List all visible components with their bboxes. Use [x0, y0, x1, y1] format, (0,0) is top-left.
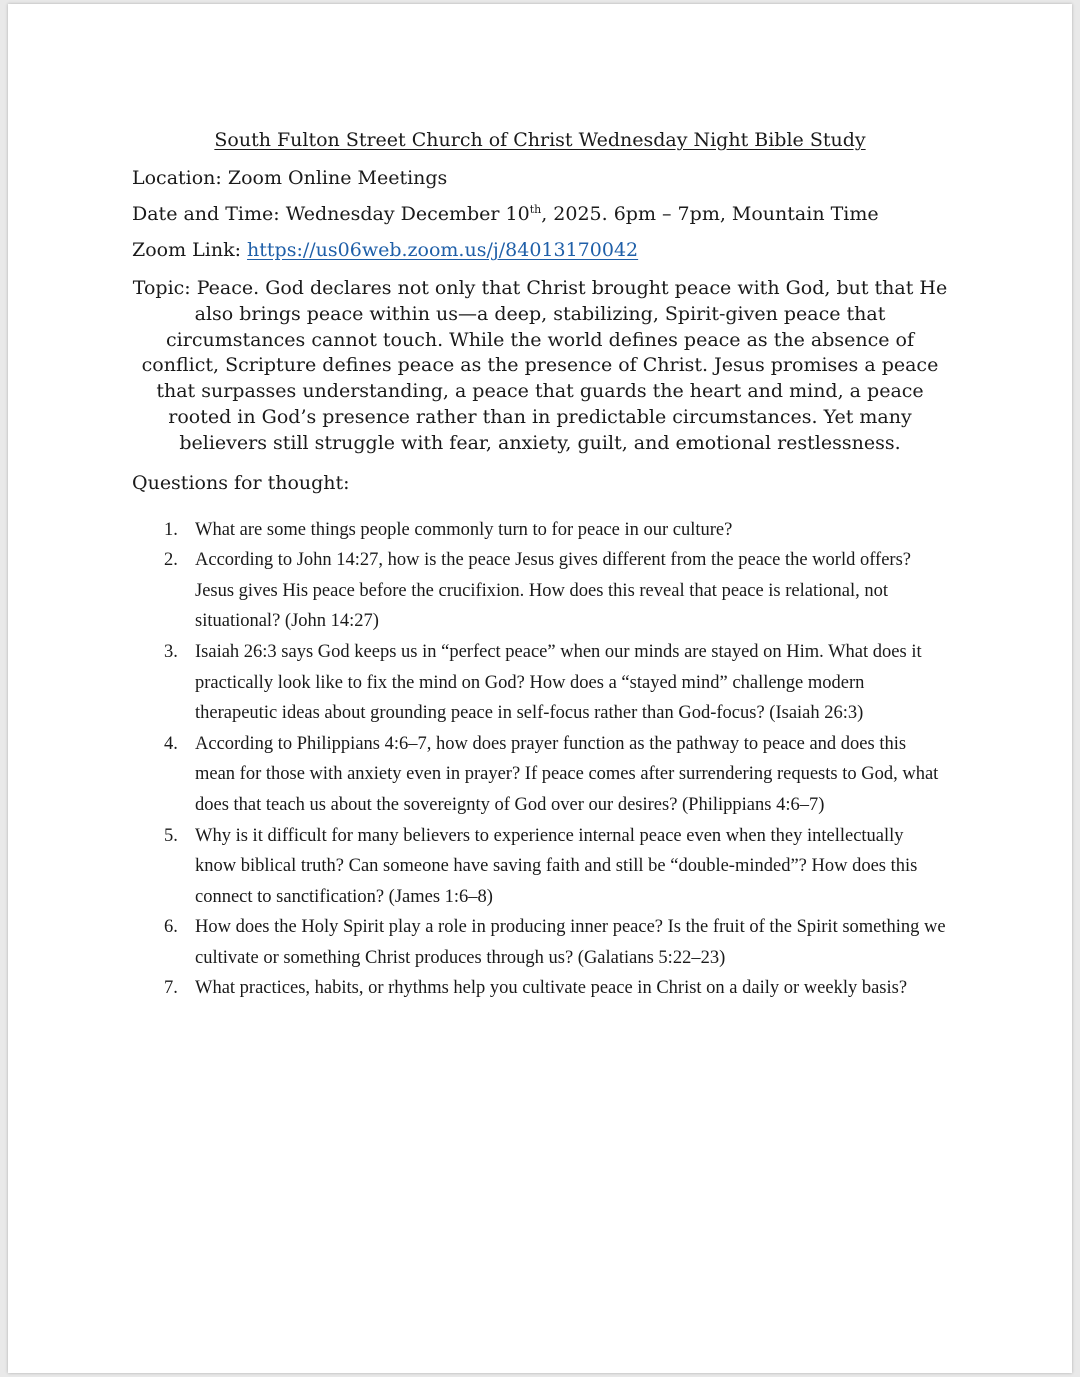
question-item [132, 637, 948, 729]
question-text: Isaiah 26:3 says God keeps us in “perfect peace” when our minds are stayed on Him. What does it practically look like to fix the mind on God? How does a “stayed mind” challenge modern therapeutic ideas about grounding peace in self-focus rather than God-focus? (Isaiah 26:3) [195, 641, 922, 724]
topic-paragraph: Topic: Peace. God declares not only that Christ brought peace with God, but that He also brings peace within us—a deep, stabilizing, Spirit-given peace that circumstances cannot touch. While the world defines peace as the absence of conflict, Scripture defines peace as the presence of Christ. Jesus promises a peace that surpasses understanding, a peace that guards the heart and mind, a peace rooted in God’s presence rather than in predictable circumstances. Yet many believers still struggle with fear, anxiety, guilt, and emotional restlessness. [132, 277, 948, 454]
date-ordinal: th [529, 203, 542, 216]
question-text: How does the Holy Spirit play a role in producing inner peace? Is the fruit of the Spirit something we cultivate or something Christ produces through us? (Galatians 5:22–23) [195, 917, 946, 968]
question-text: According to John 14:27, how is the peace Jesus gives different from the peace the world offers? Jesus gives His peace before the crucifixion. How does this reveal that peace is relational, not situational? (John 14:27) [195, 550, 911, 632]
question-item [132, 912, 948, 973]
questions-list [132, 515, 948, 1005]
question-number: 5. [164, 825, 178, 846]
questions-heading: Questions for thought: [132, 471, 350, 494]
date-time-label: Date and Time: [132, 203, 280, 225]
date-time-line [132, 202, 948, 226]
question-item [132, 821, 948, 913]
question-text: What are some things people commonly turn to for peace in our culture? [195, 519, 733, 540]
question-item [132, 729, 948, 821]
question-number: 3. [164, 641, 178, 662]
zoom-link[interactable]: https://us06web.zoom.us/j/84013170042 [247, 239, 639, 261]
question-item [132, 973, 948, 1004]
question-item [132, 515, 948, 546]
question-number: 1. [164, 519, 178, 540]
question-number: 4. [164, 733, 178, 754]
question-text: What practices, habits, or rhythms help you cultivate peace in Christ on a daily or weekly basis? [195, 978, 908, 999]
location-line [132, 166, 948, 190]
date-suffix: , 2025. 6pm – 7pm, Mountain Time [541, 203, 879, 225]
zoom-link-line [132, 238, 948, 262]
question-number: 7. [164, 978, 178, 999]
page-title: South Fulton Street Church of Christ Wednesday Night Bible Study [214, 129, 866, 151]
date-prefix: Wednesday December 10 [285, 203, 530, 225]
question-text: According to Philippians 4:6–7, how does prayer function as the pathway to peace and does this mean for those with anxiety even in prayer? If peace comes after surrendering requests to God, what does that teach us about the sovereignty of God over our desires? (Philippians 4:6–7) [195, 733, 939, 815]
document-content [132, 128, 948, 1004]
zoom-link-label: Zoom Link: [132, 239, 241, 261]
location-value: Zoom Online Meetings [227, 167, 448, 189]
date-time-value [286, 203, 879, 225]
question-number: 2. [164, 550, 178, 571]
location-label: Location: [132, 167, 222, 189]
question-item [132, 545, 948, 637]
document-page [8, 4, 1072, 1373]
question-number: 6. [164, 917, 178, 938]
question-text: Why is it difficult for many believers to experience internal peace even when they intellectually know biblical truth? Can someone have saving faith and still be “double-minded”? How does this connect to sanctification? (James 1:6–8) [195, 825, 918, 907]
